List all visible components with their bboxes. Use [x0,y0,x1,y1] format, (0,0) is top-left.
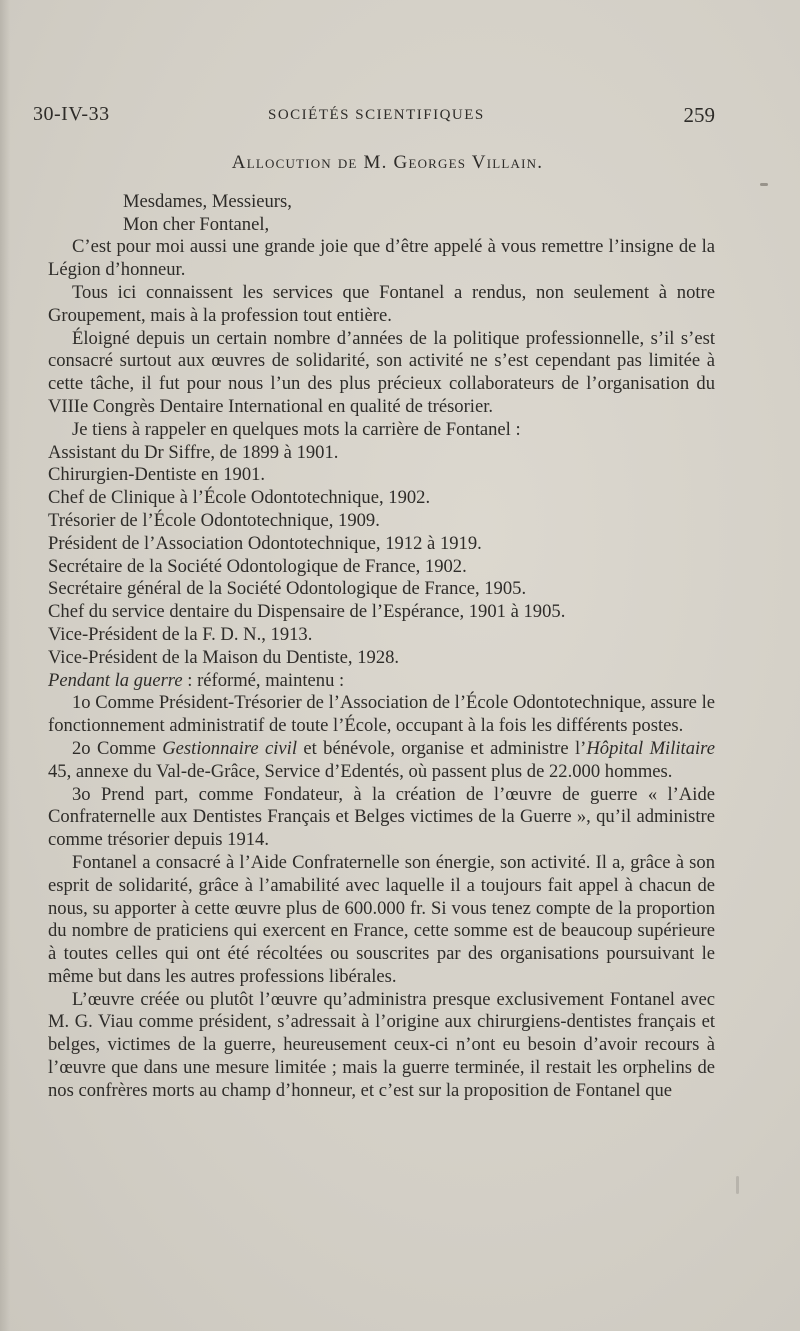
career-item: Vice-Président de la Maison du Dentiste, 1928. [48,646,400,668]
career-item: Chef du service dentaire du Dispensaire de l’Espérance, 1901 à 1905. [48,601,566,623]
war-label: Pendant la guerre [48,669,183,691]
career-item: Président de l’Association Odontotechnique, 1912 à 1919. [48,532,482,554]
paragraph-2: Tous ici connaissent les services que Fontanel a rendus, non seulement à notre Groupement, mais à la profession tout entière. [48,281,715,326]
career-item: Secrétaire de la Société Odontologique de France, 1902. [48,555,467,577]
header-section: SOCIÉTÉS SCIENTIFIQUES [268,107,485,123]
page-number: 259 [683,103,715,127]
war-item-2-text: et bénévole, organise et administre l’ [297,737,587,759]
war-item-2-text: 45, annexe du Val-de-Grâce, Service d’Edentés, où passent plus de 22.000 hommes. [48,760,673,782]
career-item: Assistant du Dr Siffre, de 1899 à 1901. [48,441,339,463]
war-status: : réformé, maintenu : [182,669,345,691]
salutation-2: Mon cher Fontanel, [123,213,270,235]
scan-speck [736,1176,739,1194]
article-body [48,152,715,1103]
header-date: 30-IV-33 [33,103,110,125]
war-item-3: 3o Prend part, comme Fondateur, à la création de l’œuvre de guerre « l’Aide Confraternelle aux Dentistes Français et Belges victimes de la Guerre », qu’il administre comme trésorier depuis 1914. [48,783,715,851]
page-edge-shadow [0,0,10,1331]
career-item: Chirurgien-Dentiste en 1901. [48,464,266,486]
career-item: Chef de Clinique à l’École Odontotechnique, 1902. [48,487,431,509]
war-item-2-text: 2o Comme [72,737,163,759]
war-item-2-emphasis: Hôpital Militaire [586,737,715,759]
paragraph-4: Je tiens à rappeler en quelques mots la carrière de Fontanel : [72,418,521,440]
closing-paragraph-2: L’œuvre créée ou plutôt l’œuvre qu’administra presque exclusivement Fontanel avec M. G. Viau comme président, s’adressait à l’origine aux chirurgiens-dentistes français et belges, victimes de la guerre, heureusement ceux-ci n’ont eu besoin d’avoir recours à l’œuvre que dans une mesure limitée ; mais la guerre terminée, il restait les orphelins de nos confrères morts au champ d’honneur, et c’est sur la proposition de Fontanel que [48,988,715,1101]
article-title: Allocution de M. Georges Villain. [231,152,544,173]
war-item-2 [48,738,715,784]
salutation-1: Mesdames, Messieurs, [123,190,292,212]
running-header [33,103,715,133]
paragraph-1: C’est pour moi aussi une grande joie que d’être appelé à vous remettre l’insigne de la Légion d’honneur. [48,236,715,281]
career-item: Vice-Président de la F. D. N., 1913. [48,623,313,645]
war-item-1: 1o Comme Président-Trésorier de l’Association de l’École Odontotechnique, assure le fonctionnement administratif de toute l’École, occupant à la fois les différents postes. [48,692,715,737]
career-item: Trésorier de l’École Odontotechnique, 1909. [48,509,380,531]
paragraph-3: Éloigné depuis un certain nombre d’années de la politique professionnelle, s’il s’est consacré surtout aux œuvres de solidarité, son activité ne s’est cependant pas limitée à cette tâche, il fut pour nous l’un des plus précieux collaborateurs de l’organisation du VIIIe Congrès Dentaire International en qualité de trésorier. [48,327,715,417]
scan-speck [760,183,768,186]
closing-paragraph-1: Fontanel a consacré à l’Aide Confraternelle son énergie, son activité. Il a, grâce à son esprit de solidarité, grâce à l’amabilité avec laquelle il a toujours fait appel à chacun de nous, su apporter à cette œuvre plus de 600.000 fr. Si vous tenez compte de la proportion du nombre de praticiens qui exercent en France, cette somme est de beaucoup supérieure à toutes celles qui ont été récoltées ou souscrites par des organisations poursuivant le même but dans les autres professions libérales. [48,851,715,987]
war-heading [48,670,715,693]
war-item-2-emphasis: Gestionnaire civil [162,737,298,759]
career-list [48,442,715,670]
career-item: Secrétaire général de la Société Odontologique de France, 1905. [48,578,527,600]
